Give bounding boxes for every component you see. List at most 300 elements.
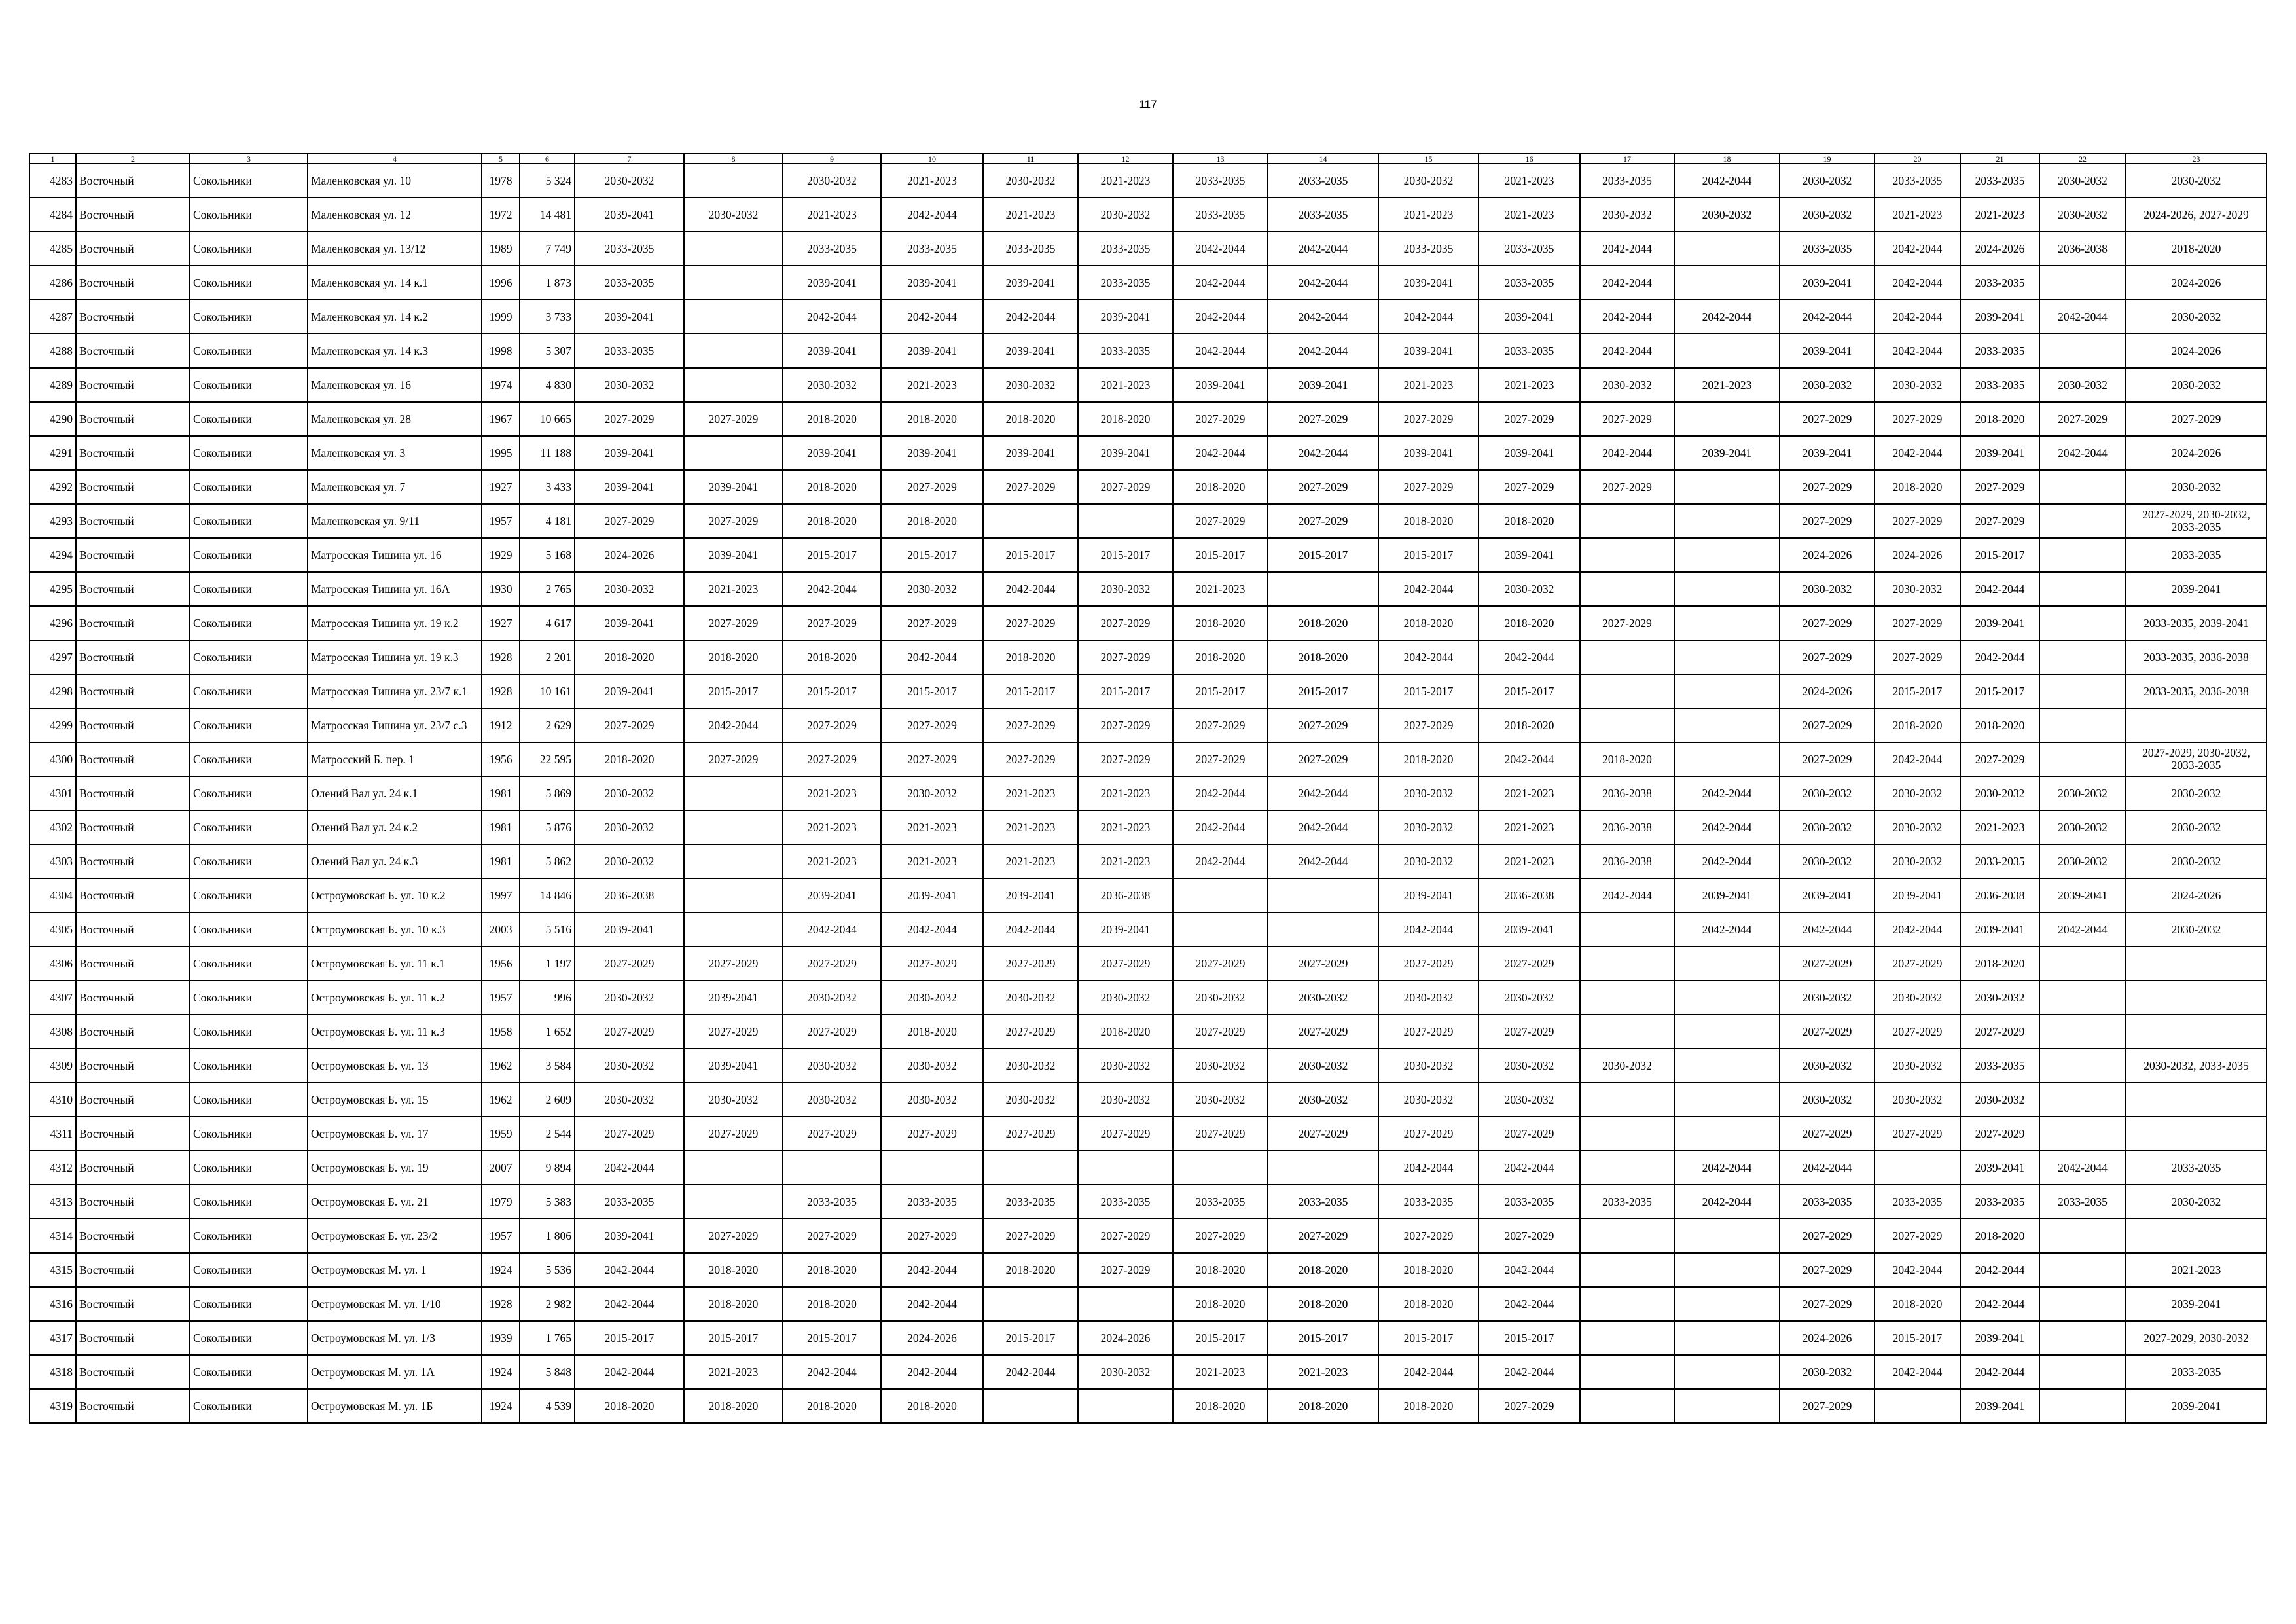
table-cell: 2039-2041: [1780, 436, 1874, 470]
table-cell: 2039-2041: [575, 198, 684, 232]
table-cell: 2030-2032: [575, 1083, 684, 1117]
table-cell: 2018-2020: [1078, 402, 1173, 436]
table-cell: Восточный: [76, 1287, 190, 1321]
table-cell: 2024-2026: [1780, 538, 1874, 572]
table-cell: 2018-2020: [575, 640, 684, 674]
table-cell: 2027-2029: [684, 504, 783, 538]
table-row: [29, 300, 2267, 334]
table-cell: 2033-2035: [783, 232, 881, 266]
table-cell: 2027-2029: [1780, 1389, 1874, 1423]
table-cell: 2030-2032: [1780, 844, 1874, 878]
table-cell: 2039-2041: [1960, 436, 2039, 470]
table-cell: 2030-2032: [881, 1083, 983, 1117]
table-cell: [1674, 504, 1780, 538]
table-cell: Сокольники: [190, 198, 308, 232]
table-cell: 2027-2029: [1874, 606, 1960, 640]
table-cell: [1674, 232, 1780, 266]
table-cell: 2030-2032: [2126, 470, 2267, 504]
table-cell: 2015-2017: [1960, 538, 2039, 572]
table-cell: 2027-2029: [684, 742, 783, 776]
table-cell: 2021-2023: [1479, 368, 1580, 402]
table-cell: 2039-2041: [1960, 1151, 2039, 1185]
table-cell: 2039-2041: [1960, 1321, 2039, 1355]
table-cell: Восточный: [76, 470, 190, 504]
table-cell: [1078, 504, 1173, 538]
table-cell: 1939: [482, 1321, 520, 1355]
table-row: [29, 1321, 2267, 1355]
table-cell: 1924: [482, 1389, 520, 1423]
table-cell: 2027-2029, 2030-2032, 2033-2035: [2126, 742, 2267, 776]
table-cell: Остроумовская М. ул. 1/10: [308, 1287, 482, 1321]
table-cell: Восточный: [76, 300, 190, 334]
table-cell: 2036-2038: [1078, 878, 1173, 912]
table-cell: 2027-2029: [1580, 606, 1674, 640]
table-cell: 2027-2029: [1580, 470, 1674, 504]
table-cell: 2039-2041: [684, 538, 783, 572]
table-cell: 2033-2035: [1479, 232, 1580, 266]
table-cell: Матросская Тишина ул. 16: [308, 538, 482, 572]
table-cell: Маленковская ул. 3: [308, 436, 482, 470]
table-cell: 2027-2029: [1078, 708, 1173, 742]
table-cell: 2018-2020: [1173, 606, 1268, 640]
table-cell: 2018-2020: [1268, 606, 1378, 640]
table-cell: 2027-2029: [684, 1117, 783, 1151]
table-cell: 1 652: [520, 1015, 575, 1049]
table-cell: 1981: [482, 776, 520, 810]
table-cell: 2018-2020: [575, 742, 684, 776]
table-cell: Восточный: [76, 1321, 190, 1355]
table-cell: Матросская Тишина ул. 23/7 с.3: [308, 708, 482, 742]
table-cell: Олений Вал ул. 24 к.2: [308, 810, 482, 844]
table-cell: 2030-2032: [1268, 1083, 1378, 1117]
table-cell: 1957: [482, 1219, 520, 1253]
table-cell: 4297: [29, 640, 76, 674]
table-cell: Сокольники: [190, 572, 308, 606]
table-cell: 2033-2035: [1960, 1185, 2039, 1219]
table-cell: 2027-2029: [1078, 1253, 1173, 1287]
table-cell: Остроумовская Б. ул. 10 к.2: [308, 878, 482, 912]
table-cell: 2042-2044: [881, 640, 983, 674]
table-cell: 2039-2041: [783, 878, 881, 912]
table-cell: 1956: [482, 947, 520, 981]
table-cell: 2030-2032: [1780, 1083, 1874, 1117]
table-cell: 2 982: [520, 1287, 575, 1321]
table-cell: Сокольники: [190, 436, 308, 470]
table-cell: 2015-2017: [983, 1321, 1078, 1355]
table-cell: [1674, 1083, 1780, 1117]
table-cell: 2030-2032: [684, 1083, 783, 1117]
table-cell: Восточный: [76, 1389, 190, 1423]
table-cell: 2021-2023: [1078, 368, 1173, 402]
table-cell: 4 181: [520, 504, 575, 538]
table-cell: 1957: [482, 981, 520, 1015]
table-cell: 2039-2041: [684, 470, 783, 504]
table-cell: 2039-2041: [1960, 606, 2039, 640]
table-cell: [2126, 981, 2267, 1015]
table-cell: Сокольники: [190, 606, 308, 640]
table-cell: Остроумовская Б. ул. 15: [308, 1083, 482, 1117]
table-cell: 1959: [482, 1117, 520, 1151]
table-cell: 2030-2032: [783, 981, 881, 1015]
table-cell: 2030-2032: [983, 164, 1078, 198]
table-cell: 1927: [482, 606, 520, 640]
table-cell: 2042-2044: [983, 300, 1078, 334]
table-cell: [2039, 504, 2126, 538]
table-cell: 2027-2029: [1780, 1219, 1874, 1253]
table-cell: 2027-2029: [1078, 606, 1173, 640]
table-cell: 2027-2029: [881, 742, 983, 776]
table-body: [29, 164, 2267, 1423]
table-cell: 2042-2044: [1580, 436, 1674, 470]
table-row: [29, 708, 2267, 742]
table-cell: 2030-2032: [1078, 981, 1173, 1015]
table-cell: 2027-2029: [575, 1015, 684, 1049]
table-cell: 2018-2020: [1173, 470, 1268, 504]
table-cell: Восточный: [76, 538, 190, 572]
table-cell: 2039-2041: [1479, 538, 1580, 572]
table-cell: [1580, 640, 1674, 674]
table-cell: 2021-2023: [783, 776, 881, 810]
table-cell: 2033-2035: [575, 266, 684, 300]
table-cell: [1674, 572, 1780, 606]
table-cell: 4 617: [520, 606, 575, 640]
table-cell: [2039, 1253, 2126, 1287]
table-row: [29, 878, 2267, 912]
table-cell: 2018-2020: [1268, 1389, 1378, 1423]
table-cell: 2033-2035: [1268, 164, 1378, 198]
table-cell: 2042-2044: [1580, 300, 1674, 334]
table-cell: 2018-2020: [1078, 1015, 1173, 1049]
table-cell: 2030-2032: [2126, 1185, 2267, 1219]
column-header: 6: [520, 154, 575, 164]
table-cell: 2042-2044: [1268, 334, 1378, 368]
table-cell: Сокольники: [190, 878, 308, 912]
table-cell: 2027-2029: [783, 947, 881, 981]
table-cell: Сокольники: [190, 674, 308, 708]
table-cell: 2015-2017: [881, 674, 983, 708]
table-cell: 2021-2023: [1378, 368, 1479, 402]
table-cell: 2027-2029: [1173, 402, 1268, 436]
table-cell: 2042-2044: [2039, 436, 2126, 470]
table-cell: 2027-2029: [1780, 742, 1874, 776]
column-header: 16: [1479, 154, 1580, 164]
table-cell: Восточный: [76, 708, 190, 742]
table-cell: 2030-2032: [575, 981, 684, 1015]
table-cell: 2033-2035: [881, 1185, 983, 1219]
table-row: [29, 1355, 2267, 1389]
table-cell: 2027-2029: [1780, 402, 1874, 436]
table-cell: 2003: [482, 912, 520, 947]
table-cell: 2018-2020: [983, 640, 1078, 674]
table-cell: 2039-2041: [881, 436, 983, 470]
table-cell: 2030-2032: [2126, 912, 2267, 947]
table-cell: [783, 1151, 881, 1185]
table-cell: 2033-2035: [783, 1185, 881, 1219]
table-cell: 2030-2032: [1780, 368, 1874, 402]
table-cell: 2021-2023: [1674, 368, 1780, 402]
table-row: [29, 232, 2267, 266]
table-cell: 2042-2044: [1874, 334, 1960, 368]
table-cell: 5 862: [520, 844, 575, 878]
table-cell: 4318: [29, 1355, 76, 1389]
table-cell: 4308: [29, 1015, 76, 1049]
table-row: [29, 1253, 2267, 1287]
table-cell: [2039, 1083, 2126, 1117]
table-cell: Восточный: [76, 912, 190, 947]
table-cell: 2042-2044: [1674, 844, 1780, 878]
table-cell: 4293: [29, 504, 76, 538]
table-cell: 2018-2020: [881, 1389, 983, 1423]
table-cell: 2027-2029: [1173, 1015, 1268, 1049]
table-cell: Восточный: [76, 1151, 190, 1185]
table-cell: [1078, 1151, 1173, 1185]
table-cell: 2027-2029: [1268, 470, 1378, 504]
column-header: 9: [783, 154, 881, 164]
table-cell: 2018-2020: [1874, 470, 1960, 504]
column-header: 23: [2126, 154, 2267, 164]
table-cell: 2015-2017: [983, 538, 1078, 572]
table-cell: 2021-2023: [1960, 198, 2039, 232]
table-cell: 2030-2032: [983, 981, 1078, 1015]
table-cell: Сокольники: [190, 1253, 308, 1287]
table-cell: 1927: [482, 470, 520, 504]
table-cell: 2039-2041: [783, 266, 881, 300]
table-cell: 2042-2044: [1874, 266, 1960, 300]
table-cell: 2033-2035: [1780, 1185, 1874, 1219]
table-cell: 2030-2032: [1780, 198, 1874, 232]
table-cell: 1928: [482, 674, 520, 708]
table-cell: 2027-2029: [684, 402, 783, 436]
table-cell: 2042-2044: [1580, 334, 1674, 368]
table-cell: 2039-2041: [983, 266, 1078, 300]
table-cell: Сокольники: [190, 470, 308, 504]
table-cell: 1974: [482, 368, 520, 402]
table-cell: 2 629: [520, 708, 575, 742]
table-cell: 2018-2020: [1378, 742, 1479, 776]
table-cell: 2015-2017: [1378, 674, 1479, 708]
table-cell: 2024-2026: [2126, 878, 2267, 912]
table-cell: 2042-2044: [1479, 742, 1580, 776]
table-cell: 5 848: [520, 1355, 575, 1389]
table-cell: 2042-2044: [1874, 912, 1960, 947]
table-cell: 2027-2029: [1780, 606, 1874, 640]
table-cell: 2042-2044: [881, 1253, 983, 1287]
table-cell: 2027-2029: [1960, 470, 2039, 504]
table-cell: 2027-2029: [1479, 1219, 1580, 1253]
table-cell: Маленковская ул. 7: [308, 470, 482, 504]
table-cell: Сокольники: [190, 1219, 308, 1253]
table-cell: 2030-2032: [575, 572, 684, 606]
table-cell: [684, 334, 783, 368]
table-cell: Остроумовская М. ул. 1Б: [308, 1389, 482, 1423]
table-cell: 2015-2017: [881, 538, 983, 572]
table-cell: [1580, 1083, 1674, 1117]
table-cell: [1268, 1151, 1378, 1185]
table-cell: [1674, 1389, 1780, 1423]
table-cell: 2027-2029: [1874, 947, 1960, 981]
table-row: [29, 912, 2267, 947]
table-cell: 2039-2041: [1078, 912, 1173, 947]
table-cell: 2030-2032: [1479, 981, 1580, 1015]
table-cell: [2039, 606, 2126, 640]
table-cell: 2021-2023: [1078, 844, 1173, 878]
table-cell: 2033-2035: [575, 232, 684, 266]
table-cell: 2027-2029: [1479, 947, 1580, 981]
table-cell: 2033-2035: [1078, 266, 1173, 300]
table-row: [29, 1083, 2267, 1117]
table-cell: 2042-2044: [783, 300, 881, 334]
table-cell: 2030-2032: [1780, 164, 1874, 198]
table-cell: 2042-2044: [1780, 300, 1874, 334]
table-cell: 2039-2041: [1479, 912, 1580, 947]
column-header: 18: [1674, 154, 1780, 164]
table-cell: 2018-2020: [783, 1389, 881, 1423]
table-cell: 2021-2023: [1173, 1355, 1268, 1389]
table-cell: 4294: [29, 538, 76, 572]
table-cell: 2007: [482, 1151, 520, 1185]
table-cell: 2018-2020: [684, 640, 783, 674]
table-cell: 2042-2044: [881, 1355, 983, 1389]
table-cell: [2039, 674, 2126, 708]
table-cell: 2027-2029: [575, 1117, 684, 1151]
table-cell: 2027-2029: [1780, 470, 1874, 504]
table-cell: [1173, 1151, 1268, 1185]
table-cell: Сокольники: [190, 1083, 308, 1117]
table-cell: Восточный: [76, 368, 190, 402]
table-cell: 2030-2032: [1874, 1049, 1960, 1083]
table-cell: Маленковская ул. 14 к.2: [308, 300, 482, 334]
table-cell: 2042-2044: [1378, 1151, 1479, 1185]
table-cell: 2039-2041: [2126, 1389, 2267, 1423]
table-cell: 2018-2020: [1960, 402, 2039, 436]
table-cell: 2021-2023: [2126, 1253, 2267, 1287]
table-cell: 2039-2041: [1960, 912, 2039, 947]
table-cell: [1580, 504, 1674, 538]
table-cell: 2042-2044: [1674, 164, 1780, 198]
table-cell: 2018-2020: [1173, 640, 1268, 674]
table-cell: 2030-2032: [575, 368, 684, 402]
table-cell: 2018-2020: [881, 402, 983, 436]
table-cell: 2021-2023: [881, 164, 983, 198]
table-cell: 2015-2017: [1268, 1321, 1378, 1355]
table-cell: [1674, 606, 1780, 640]
table-cell: Сокольники: [190, 981, 308, 1015]
table-cell: 2030-2032: [1960, 981, 2039, 1015]
table-cell: Остроумовская Б. ул. 11 к.2: [308, 981, 482, 1015]
table-cell: 2024-2026, 2027-2029: [2126, 198, 2267, 232]
table-cell: [1580, 708, 1674, 742]
table-cell: [1674, 981, 1780, 1015]
table-cell: 2030-2032: [1173, 981, 1268, 1015]
table-cell: 1997: [482, 878, 520, 912]
table-cell: 2027-2029: [783, 708, 881, 742]
table-cell: 2027-2029, 2030-2032, 2033-2035: [2126, 504, 2267, 538]
table-cell: [684, 368, 783, 402]
table-cell: 2042-2044: [1479, 1287, 1580, 1321]
table-cell: 2042-2044: [1674, 912, 1780, 947]
table-cell: 2024-2026: [1780, 674, 1874, 708]
table-cell: 2030-2032: [575, 844, 684, 878]
table-cell: [1173, 878, 1268, 912]
table-cell: 2033-2035: [1580, 164, 1674, 198]
table-cell: 2042-2044: [1173, 844, 1268, 878]
table-cell: Маленковская ул. 10: [308, 164, 482, 198]
table-cell: Восточный: [76, 947, 190, 981]
table-cell: 2033-2035: [1479, 266, 1580, 300]
table-cell: 4311: [29, 1117, 76, 1151]
table-cell: 2024-2026: [575, 538, 684, 572]
table-cell: Восточный: [76, 504, 190, 538]
table-cell: 2039-2041: [1960, 300, 2039, 334]
table-cell: 2030-2032: [1078, 198, 1173, 232]
table-cell: 2042-2044: [1268, 300, 1378, 334]
table-cell: [2039, 981, 2126, 1015]
table-cell: 2 609: [520, 1083, 575, 1117]
table-cell: 2042-2044: [1173, 232, 1268, 266]
table-cell: 2033-2035: [1874, 1185, 1960, 1219]
table-cell: 4312: [29, 1151, 76, 1185]
table-cell: Восточный: [76, 436, 190, 470]
table-cell: 2039-2041: [1874, 878, 1960, 912]
table-cell: 1 197: [520, 947, 575, 981]
table-cell: 2021-2023: [983, 844, 1078, 878]
table-cell: 2042-2044: [575, 1151, 684, 1185]
table-cell: [1674, 1287, 1780, 1321]
table-cell: [684, 164, 783, 198]
table-cell: 2042-2044: [783, 912, 881, 947]
table-cell: 2018-2020: [1874, 1287, 1960, 1321]
table-cell: 2033-2035: [1960, 266, 2039, 300]
table-row: [29, 844, 2267, 878]
table-cell: 2030-2032: [2039, 368, 2126, 402]
table-cell: 2042-2044: [1960, 1287, 2039, 1321]
table-cell: Сокольники: [190, 368, 308, 402]
table-cell: Остроумовская Б. ул. 10 к.3: [308, 912, 482, 947]
table-cell: 2030-2032: [2039, 776, 2126, 810]
table-cell: [684, 912, 783, 947]
table-cell: 2015-2017: [1874, 1321, 1960, 1355]
table-cell: 1928: [482, 1287, 520, 1321]
table-cell: 2042-2044: [2039, 1151, 2126, 1185]
table-cell: 2027-2029: [1268, 1117, 1378, 1151]
table-cell: 2021-2023: [881, 368, 983, 402]
table-cell: 2042-2044: [1960, 1355, 2039, 1389]
table-cell: [684, 878, 783, 912]
table-cell: 2021-2023: [881, 844, 983, 878]
table-cell: 4315: [29, 1253, 76, 1287]
table-cell: 2030-2032: [2039, 164, 2126, 198]
table-cell: 2027-2029: [575, 947, 684, 981]
table-cell: Восточный: [76, 232, 190, 266]
table-cell: 2030-2032: [783, 1083, 881, 1117]
table-row: [29, 198, 2267, 232]
table-cell: Восточный: [76, 198, 190, 232]
table-cell: [1580, 1321, 1674, 1355]
table-cell: 2030-2032: [1378, 844, 1479, 878]
table-cell: [2039, 572, 2126, 606]
table-cell: [2039, 538, 2126, 572]
table-cell: 2027-2029: [783, 1015, 881, 1049]
table-cell: 2030-2032: [2039, 198, 2126, 232]
table-cell: Остроумовская Б. ул. 11 к.3: [308, 1015, 482, 1049]
table-row: [29, 1287, 2267, 1321]
table-cell: 2042-2044: [1674, 1185, 1780, 1219]
table-cell: Восточный: [76, 1355, 190, 1389]
table-cell: [1674, 334, 1780, 368]
table-cell: 2018-2020: [1378, 606, 1479, 640]
table-cell: 4302: [29, 810, 76, 844]
table-cell: 2018-2020: [1378, 1253, 1479, 1287]
